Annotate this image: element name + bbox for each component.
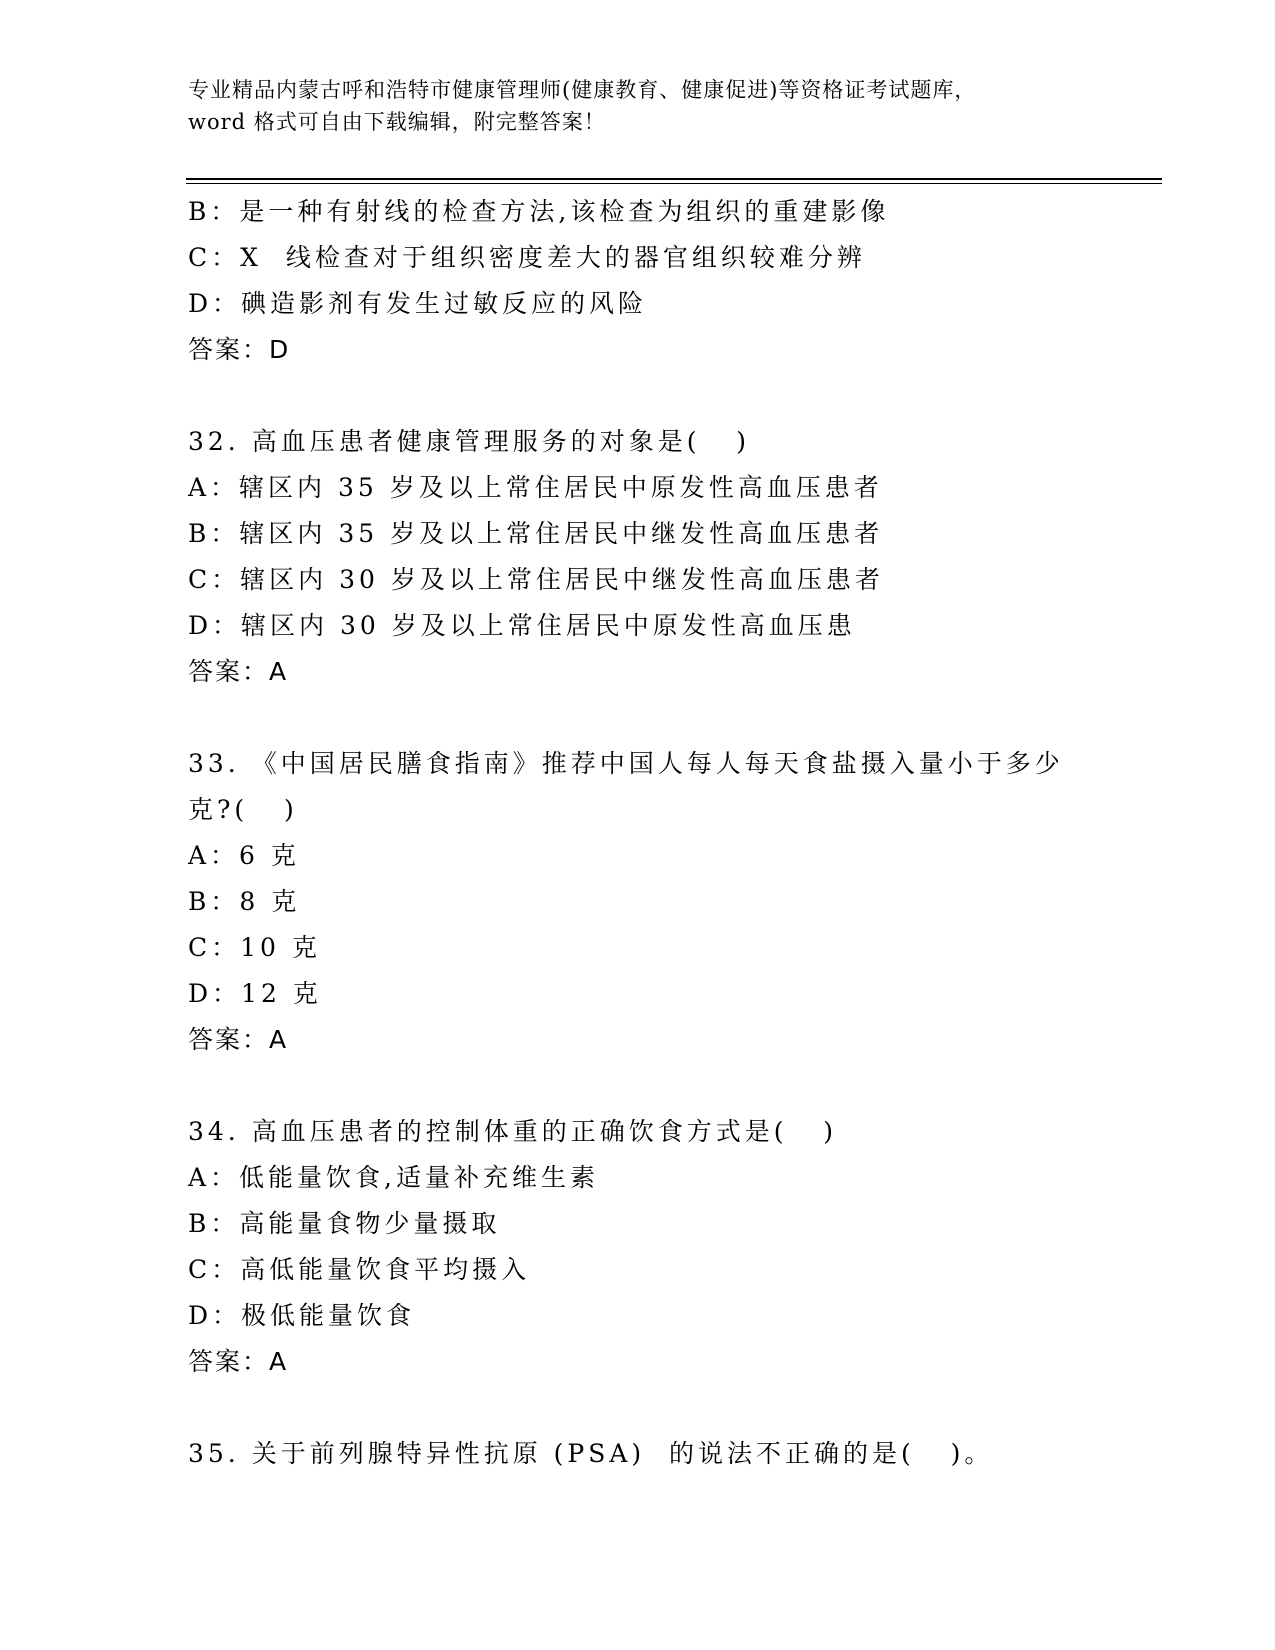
option-c: C：X 线检查对于组织密度差大的器官组织较难分辨 (188, 243, 866, 272)
spacer (188, 1385, 1088, 1431)
option-b: B：辖区内 35 岁及以上常住居民中继发性高血压患者 (188, 519, 884, 548)
option-d: D：极低能量饮食 (188, 1301, 416, 1330)
question-text-continued: 克?( ) (188, 795, 298, 824)
option-c: C：高低能量饮食平均摄入 (188, 1255, 531, 1284)
question-text: 33. 《中国居民膳食指南》推荐中国人每人每天食盐摄入量小于多少 (188, 749, 1064, 778)
question-text: 34. 高血压患者的控制体重的正确饮食方式是( ) (188, 1117, 838, 1146)
option-d: D：辖区内 30 岁及以上常住居民中原发性高血压患 (188, 611, 856, 640)
question-text: 32. 高血压患者健康管理服务的对象是( ) (188, 427, 751, 456)
option-a: A：辖区内 35 岁及以上常住居民中原发性高血压患者 (188, 473, 883, 502)
option-d: D：碘造影剂有发生过敏反应的风险 (188, 289, 648, 318)
question-33 (188, 741, 1088, 1063)
question-32 (188, 419, 1088, 695)
question-34 (188, 1109, 1088, 1385)
question-31-tail (188, 189, 1088, 373)
answer: 答案：A (188, 1025, 289, 1054)
answer: 答案：A (188, 1347, 289, 1376)
option-b: B：8 克 (188, 887, 301, 916)
header-divider (186, 178, 1162, 184)
option-d: D：12 克 (188, 979, 322, 1008)
option-c: C：辖区内 30 岁及以上常住居民中继发性高血压患者 (188, 565, 884, 594)
answer: 答案：D (188, 335, 291, 364)
option-a: A：6 克 (188, 841, 300, 870)
spacer (188, 1063, 1088, 1109)
question-35 (188, 1431, 1088, 1477)
spacer (188, 695, 1088, 741)
option-a: A：低能量饮食,适量补充维生素 (188, 1163, 600, 1192)
header-title-line-2: word 格式可自由下载编辑，附完整答案！ (188, 110, 606, 134)
question-list (188, 189, 1088, 1477)
question-text: 35. 关于前列腺特异性抗原 (PSA) 的说法不正确的是( )。 (188, 1439, 994, 1468)
spacer (188, 373, 1088, 419)
option-c: C：10 克 (188, 933, 321, 962)
document-header (188, 74, 1088, 138)
option-b: B：高能量食物少量摄取 (188, 1209, 501, 1238)
header-title-line-1: 专业精品内蒙古呼和浩特市健康管理师(健康教育、健康促进)等资格证考试题库， (188, 78, 977, 102)
answer: 答案：A (188, 657, 289, 686)
option-b: B：是一种有射线的检查方法,该检查为组织的重建影像 (188, 197, 890, 226)
